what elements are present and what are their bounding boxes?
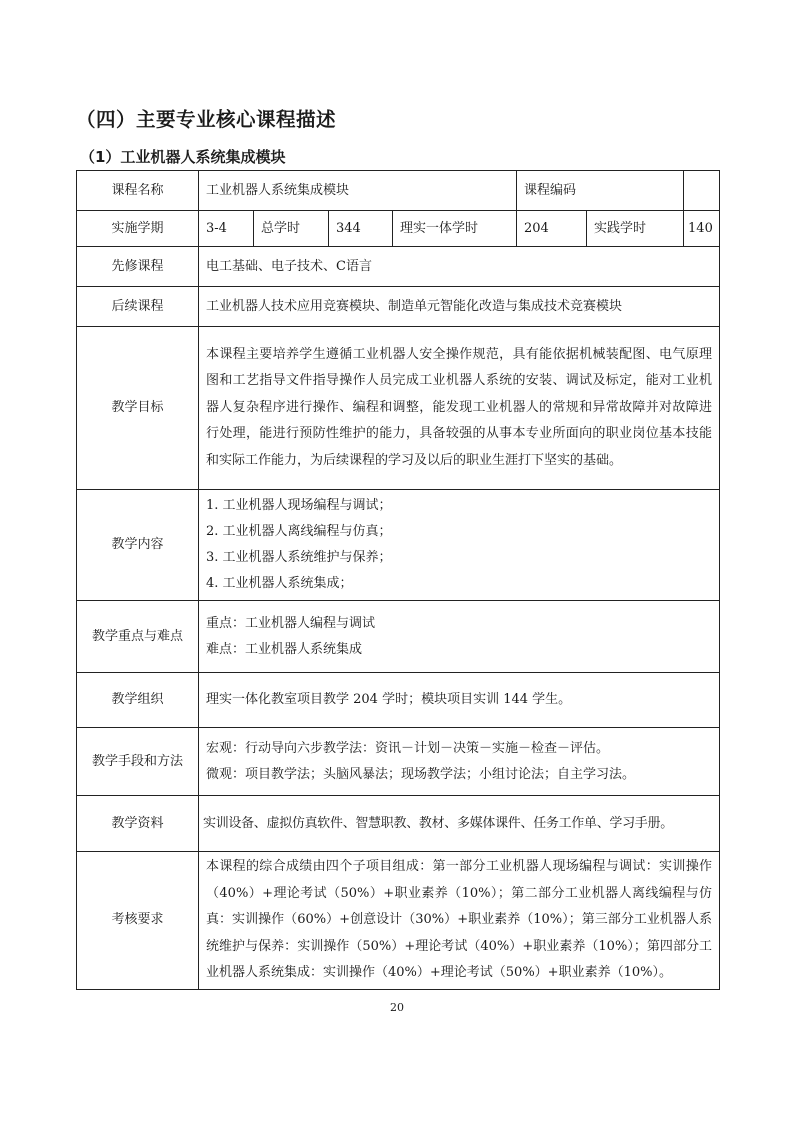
semester-label: 实施学期 xyxy=(77,211,199,247)
organization-label: 教学组织 xyxy=(77,673,199,728)
course-code-label: 课程编码 xyxy=(517,171,684,211)
integrated-hours-value: 204 xyxy=(517,211,587,247)
methods-macro: 宏观：行动导向六步教学法：资讯－计划－决策－实施－检查－评估。 xyxy=(206,740,610,756)
total-hours-label: 总学时 xyxy=(254,211,329,247)
row-prerequisite xyxy=(77,247,720,287)
row-organization xyxy=(77,673,720,728)
followup-label: 后续课程 xyxy=(77,287,199,327)
course-name-value: 工业机器人系统集成模块 xyxy=(199,171,517,211)
row-methods xyxy=(77,728,720,796)
semester-value: 3-4 xyxy=(199,211,254,247)
content-item: 2. 工业机器人离线编程与仿真； xyxy=(206,524,392,539)
key-point: 重点：工业机器人编程与调试 xyxy=(206,615,376,631)
content-label: 教学内容 xyxy=(77,490,199,601)
integrated-hours-label: 理实一体学时 xyxy=(393,211,517,247)
prerequisite-value: 电工基础、电子技术、C语言 xyxy=(199,247,720,287)
objectives-value: 本课程主要培养学生遵循工业机器人安全操作规范，具有能依据机械装配图、电气原理图和工艺指导文件指导操作人员完成工业机器人系统的安装、调试及标定，能对工业机器人复杂程序进行操作、编程和调整，能发现工业机器人的常规和异常故障并对故障进行处理，能进行预防性维护的能力，具备较强的从事本专业所面向的职业岗位基本技能和实际工作能力，为后续课程的学习及以后的职业生涯打下坚实的基础。 xyxy=(206,346,713,468)
practice-hours-label: 实践学时 xyxy=(587,211,684,247)
practice-hours-value: 140 xyxy=(684,211,720,247)
methods-micro: 微观：项目教学法；头脑风暴法；现场教学法；小组讨论法；自主学习法。 xyxy=(206,766,636,782)
assessment-value: 本课程的综合成绩由四个子项目组成：第一部分工业机器人现场编程与调试：实训操作（40%）+理论考试（50%）+职业素养（10%）；第二部分工业机器人离线编程与仿真：实训操作（60%）+创意设计（30%）+职业素养（10%）；第三部分工业机器人系统维护与保养：实训操作（50%）+理论考试（40%）+职业素养（10%）；第四部分工业机器人系统集成：实训操作（40%）+理论考试（50%）+职业素养（10%）。 xyxy=(206,859,713,980)
difficult-point: 难点：工业机器人系统集成 xyxy=(206,641,363,657)
resources-value: 实训设备、虚拟仿真软件、智慧职教、教材、多媒体课件、任务工作单、学习手册。 xyxy=(199,796,720,852)
content-item: 3. 工业机器人系统维护与保养； xyxy=(206,550,392,565)
methods-label: 教学手段和方法 xyxy=(77,728,199,796)
key-points-label: 教学重点与难点 xyxy=(77,601,199,673)
course-description-table xyxy=(76,170,720,990)
course-code-value xyxy=(684,171,720,211)
content-item: 4. 工业机器人系统集成； xyxy=(206,576,353,591)
resources-label: 教学资料 xyxy=(77,796,199,852)
followup-value: 工业机器人技术应用竞赛模块、制造单元智能化改造与集成技术竞赛模块 xyxy=(199,287,720,327)
page-number: 20 xyxy=(390,1001,404,1014)
organization-value: 理实一体化教室项目教学 204 学时；模块项目实训 144 学生。 xyxy=(199,673,720,728)
row-key-points xyxy=(77,601,720,673)
row-followup xyxy=(77,287,720,327)
course-name-label: 课程名称 xyxy=(77,171,199,211)
objectives-label: 教学目标 xyxy=(77,327,199,490)
subsection-title: （1）工业机器人系统集成模块 xyxy=(80,148,286,166)
total-hours-value: 344 xyxy=(329,211,393,247)
row-content xyxy=(77,490,720,601)
row-resources xyxy=(77,796,720,852)
row-assessment xyxy=(77,852,720,990)
content-item: 1. 工业机器人现场编程与调试； xyxy=(206,498,392,513)
assessment-label: 考核要求 xyxy=(77,852,199,990)
section-title: （四）主要专业核心课程描述 xyxy=(76,108,337,131)
prerequisite-label: 先修课程 xyxy=(77,247,199,287)
row-objectives xyxy=(77,327,720,490)
row-hours xyxy=(77,211,720,247)
row-course-name xyxy=(77,171,720,211)
